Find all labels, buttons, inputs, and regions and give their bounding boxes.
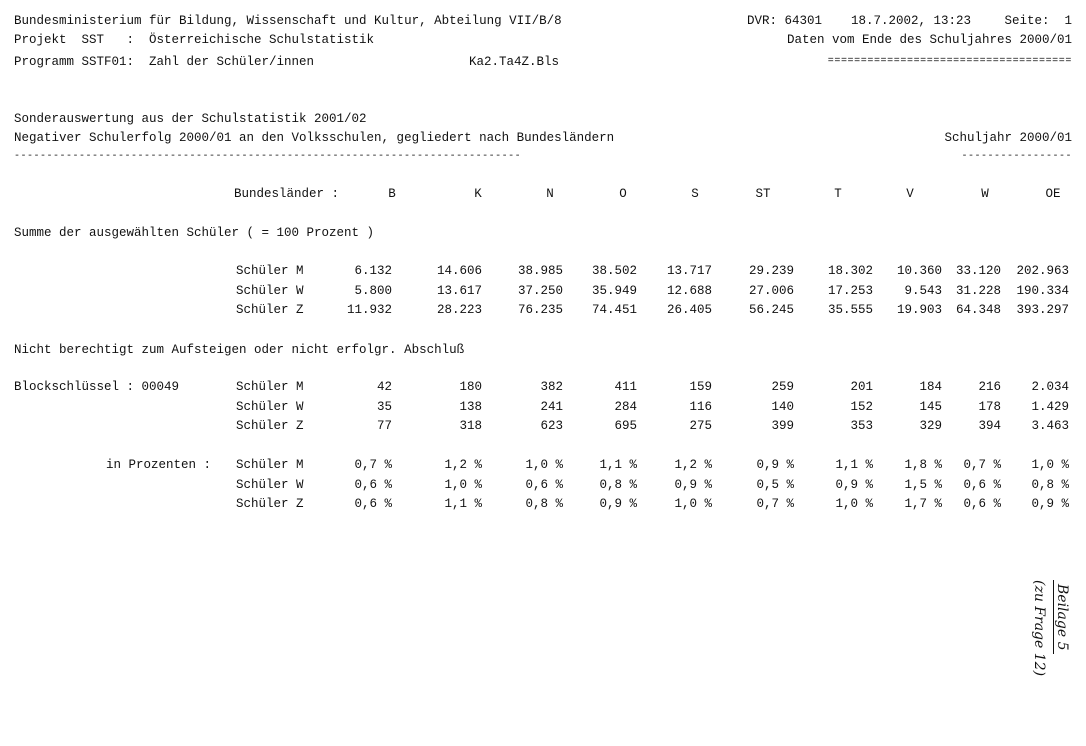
table-cell: 35 bbox=[376, 399, 392, 414]
table-cell: 201 bbox=[850, 380, 873, 394]
table-cell: 13.617 bbox=[436, 283, 482, 298]
table-cell: 159 bbox=[689, 380, 712, 394]
dashed-rule-right: ----------------- bbox=[961, 151, 1072, 162]
table-cell: 38.985 bbox=[517, 264, 563, 278]
report-subtitle: Negativer Schulerfolg 2000/01 an den Volksschulen, gegliedert nach Bundesländern bbox=[14, 131, 615, 145]
table-cell: 0,5 % bbox=[756, 477, 794, 492]
file-name: Ka2.Ta4Z.Bls bbox=[469, 55, 560, 69]
program-line: Programm SSTF01: Zahl der Schüler/innen bbox=[14, 55, 315, 69]
table-cell: 26.405 bbox=[666, 303, 712, 317]
dvr-number: DVR: 64301 bbox=[747, 14, 823, 28]
table-cell: 202.963 bbox=[1016, 264, 1069, 278]
table-cell: 241 bbox=[540, 399, 563, 414]
table-cell: 2.034 bbox=[1031, 380, 1069, 394]
table-cell: 140 bbox=[771, 399, 794, 414]
column-header-s: S bbox=[691, 187, 699, 201]
annotation-line-2: (zu Frage 12) bbox=[1031, 580, 1047, 677]
table-cell: 138 bbox=[459, 399, 482, 414]
project-line: Projekt SST : Österreichische Schulstatistik bbox=[14, 33, 375, 47]
section-title: Nicht berechtigt zum Aufsteigen oder nicht erfolgr. Abschluß bbox=[14, 343, 465, 357]
table-cell: 329 bbox=[919, 419, 942, 433]
table-cell: 0,6 % bbox=[963, 497, 1001, 511]
block-label: in Prozenten : bbox=[106, 458, 212, 472]
table-cell: 0,8 % bbox=[599, 477, 637, 492]
table-cell: 411 bbox=[614, 380, 637, 394]
annotation-line-1: Beilage 5 bbox=[1053, 580, 1070, 654]
table-cell: 0,9 % bbox=[835, 477, 873, 492]
table-cell: 623 bbox=[540, 419, 563, 433]
table-cell: 13.717 bbox=[666, 264, 712, 278]
print-datetime: 18.7.2002, 13:23 bbox=[851, 14, 972, 28]
column-header-b: B bbox=[388, 187, 396, 201]
table-cell: 1,0 % bbox=[525, 458, 563, 472]
table-cell: 0,9 % bbox=[756, 458, 794, 472]
table-cell: 1,8 % bbox=[904, 458, 942, 472]
table-cell: 184 bbox=[919, 380, 942, 394]
row-label: Schüler Z bbox=[236, 303, 304, 317]
table-cell: 9.543 bbox=[904, 283, 942, 298]
table-cell: 394 bbox=[978, 419, 1001, 433]
page-number: Seite: 1 bbox=[1004, 14, 1072, 28]
table-cell: 0,6 % bbox=[354, 477, 392, 492]
table-cell: 152 bbox=[850, 399, 873, 414]
table-cell: 35.555 bbox=[827, 303, 873, 317]
table-cell: 275 bbox=[689, 419, 712, 433]
table-cell: 35.949 bbox=[591, 283, 637, 298]
table-cell: 1,2 % bbox=[674, 458, 712, 472]
table-cell: 28.223 bbox=[436, 303, 482, 317]
table-cell: 0,9 % bbox=[1031, 497, 1069, 511]
table-cell: 0,6 % bbox=[963, 477, 1001, 492]
row-label: Schüler W bbox=[236, 283, 304, 298]
row-label: Schüler Z bbox=[236, 419, 304, 433]
column-header-oe: OE bbox=[1045, 187, 1061, 201]
table-cell: 695 bbox=[614, 419, 637, 433]
section-title: Summe der ausgewählten Schüler ( = 100 Prozent ) bbox=[14, 226, 375, 240]
table-cell: 0,9 % bbox=[674, 477, 712, 492]
row-label: Schüler M bbox=[236, 458, 304, 472]
table-cell: 216 bbox=[978, 380, 1001, 394]
report-title: Sonderauswertung aus der Schulstatistik 2001/02 bbox=[14, 112, 367, 126]
row-label: Schüler W bbox=[236, 477, 304, 492]
table-cell: 33.120 bbox=[955, 264, 1001, 278]
table-cell: 318 bbox=[459, 419, 482, 433]
column-header-st: ST bbox=[755, 187, 771, 201]
table-cell: 64.348 bbox=[955, 303, 1001, 317]
table-cell: 116 bbox=[689, 399, 712, 414]
school-year: Schuljahr 2000/01 bbox=[944, 131, 1072, 145]
table-cell: 353 bbox=[850, 419, 873, 433]
column-header-o: O bbox=[619, 187, 627, 201]
table-cell: 37.250 bbox=[517, 283, 563, 298]
table-cell: 27.006 bbox=[748, 283, 794, 298]
handwritten-annotation bbox=[1010, 580, 1070, 720]
table-cell: 56.245 bbox=[748, 303, 794, 317]
table-cell: 382 bbox=[540, 380, 563, 394]
row-label: Schüler W bbox=[236, 399, 304, 414]
column-header-n: N bbox=[546, 187, 554, 201]
table-cell: 1,1 % bbox=[444, 497, 482, 511]
table-cell: 0,7 % bbox=[354, 458, 392, 472]
dashed-rule-left: ------------------------------------------------------------------------------ bbox=[14, 151, 522, 162]
column-header-w: W bbox=[981, 187, 989, 201]
table-cell: 77 bbox=[376, 419, 392, 433]
table-cell: 145 bbox=[919, 399, 942, 414]
table-cell: 1,1 % bbox=[835, 458, 873, 472]
table-cell: 76.235 bbox=[517, 303, 563, 317]
table-cell: 0,7 % bbox=[963, 458, 1001, 472]
table-cell: 5.800 bbox=[354, 283, 392, 298]
table-cell: 42 bbox=[376, 380, 392, 394]
table-cell: 1,5 % bbox=[904, 477, 942, 492]
row-label: Schüler M bbox=[236, 380, 304, 394]
table-cell: 1,0 % bbox=[835, 497, 873, 511]
ministry-line: Bundesministerium für Bildung, Wissenschaft und Kultur, Abteilung VII/B/8 bbox=[14, 14, 562, 28]
data-note: Daten vom Ende des Schuljahres 2000/01 bbox=[786, 33, 1072, 47]
columns-label: Bundesländer : bbox=[234, 187, 340, 201]
double-rule: ===================================== bbox=[827, 56, 1072, 67]
table-cell: 18.302 bbox=[827, 264, 873, 278]
column-header-k: K bbox=[474, 187, 482, 201]
table-cell: 1,1 % bbox=[599, 458, 637, 472]
table-cell: 3.463 bbox=[1031, 419, 1069, 433]
table-cell: 0,8 % bbox=[525, 497, 563, 511]
table-cell: 74.451 bbox=[591, 303, 637, 317]
table-cell: 190.334 bbox=[1016, 283, 1069, 298]
table-cell: 1,0 % bbox=[674, 497, 712, 511]
table-cell: 0,7 % bbox=[756, 497, 794, 511]
row-label: Schüler M bbox=[236, 264, 304, 278]
table-cell: 0,6 % bbox=[354, 497, 392, 511]
block-label: Blockschlüssel : 00049 bbox=[14, 380, 180, 394]
table-cell: 1,2 % bbox=[444, 458, 482, 472]
table-cell: 38.502 bbox=[591, 264, 637, 278]
table-cell: 19.903 bbox=[896, 303, 942, 317]
table-cell: 399 bbox=[771, 419, 794, 433]
table-cell: 1.429 bbox=[1031, 399, 1069, 414]
column-header-v: V bbox=[906, 187, 914, 201]
table-cell: 6.132 bbox=[354, 264, 392, 278]
table-cell: 14.606 bbox=[436, 264, 482, 278]
table-cell: 29.239 bbox=[748, 264, 794, 278]
table-cell: 393.297 bbox=[1016, 303, 1069, 317]
table-cell: 284 bbox=[614, 399, 637, 414]
table-cell: 0,9 % bbox=[599, 497, 637, 511]
column-header-t: T bbox=[834, 187, 842, 201]
table-cell: 1,0 % bbox=[1031, 458, 1069, 472]
table-cell: 0,6 % bbox=[525, 477, 563, 492]
table-cell: 1,0 % bbox=[444, 477, 482, 492]
table-cell: 259 bbox=[771, 380, 794, 394]
row-label: Schüler Z bbox=[236, 497, 304, 511]
table-cell: 0,8 % bbox=[1031, 477, 1069, 492]
table-cell: 178 bbox=[978, 399, 1001, 414]
table-cell: 11.932 bbox=[346, 303, 392, 317]
table-cell: 180 bbox=[459, 380, 482, 394]
table-cell: 17.253 bbox=[827, 283, 873, 298]
table-cell: 12.688 bbox=[666, 283, 712, 298]
table-cell: 1,7 % bbox=[904, 497, 942, 511]
table-cell: 10.360 bbox=[896, 264, 942, 278]
table-cell: 31.228 bbox=[955, 283, 1001, 298]
